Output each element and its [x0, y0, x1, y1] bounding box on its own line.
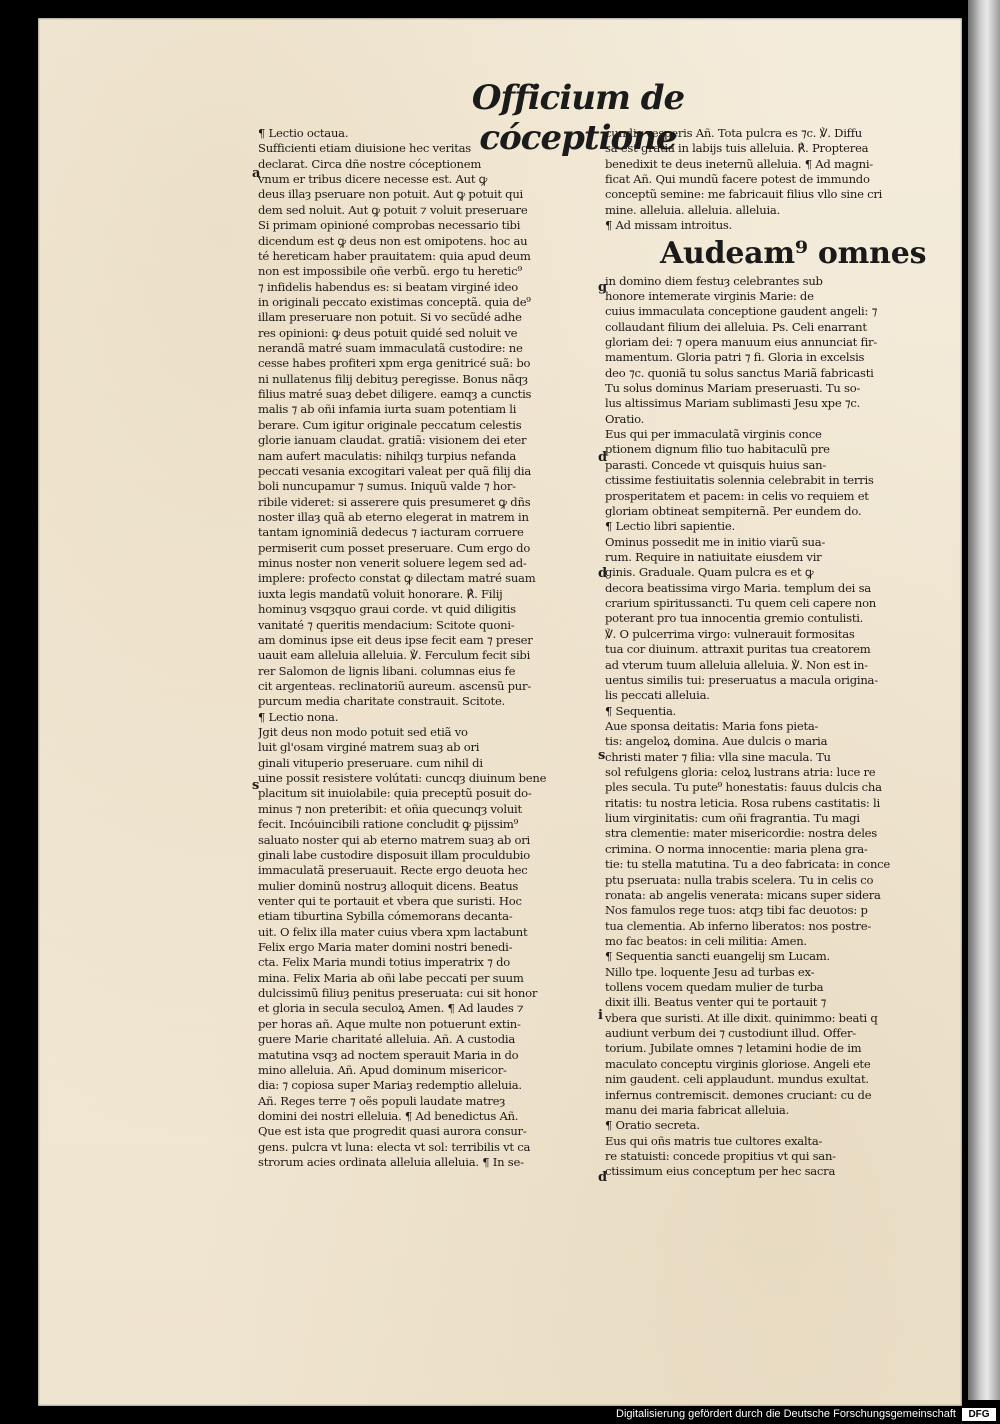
text-line: per horas añ. Aque multe non potuerunt extin- [258, 1016, 521, 1031]
text-line: minus ⁊ non preteribit: et oñia quecunqȝ voluit [258, 801, 522, 816]
text-line: Añ. Reges terre ⁊ oẽs populi laudate matreȝ [258, 1093, 506, 1108]
text-line: venter qui te portauit et vbera que suristi. Hoc [258, 893, 522, 908]
text-line: illam preseruare non potuit. Si vo secũdé adhe [258, 310, 522, 325]
text-line: dia: ⁊ copiosa super Mariaȝ redemptio alleluia. [258, 1078, 522, 1093]
text-line: et gloria in secula seculoꝝ Amen. ¶ Ad laudes ⁊ [258, 1001, 524, 1016]
text-line: iuxta legis mandatũ voluit honorare. ℟. Filij [258, 586, 503, 601]
text-line: prosperitatem et pacem: in celis vo requiem et [605, 488, 869, 503]
text-line: maculato conceptu virginis gloriose. Angeli ete [605, 1056, 871, 1071]
text-line: dixit illi. Beatus venter qui te portauit ⁊ [605, 995, 827, 1010]
text-line: in originali peccato existimas conceptã. quia de⁹ [258, 294, 531, 309]
text-line: cesse habes profiteri xpm erga genitricé suã: bo [258, 356, 531, 371]
text-line: vanitaté ⁊ queritis mendacium: Scitote quoni- [258, 617, 515, 632]
text-line: ¶ Lectio libri sapientie. [605, 519, 735, 534]
text-line: nam aufert maculatis: nihilqȝ turpius nefanda [258, 448, 517, 463]
text-line: res opinioni: ꝙ deus potuit quidé sed noluit ve [258, 325, 518, 340]
text-line: etiam tiburtina Sybilla cómemorans decanta- [258, 909, 513, 924]
text-line: hominuȝ vsqȝquo graui corde. vt quid diligitis [258, 602, 516, 617]
text-line: manu dei maria fabricat alleluia. [605, 1102, 789, 1117]
dfg-logo: DFG [962, 1408, 996, 1421]
text-line: deo ⁊c. quoniã tu solus sanctus Mariã fabricasti [605, 365, 874, 380]
text-line: ¶ Sequentia sancti euangelij sm Lucam. [605, 949, 830, 964]
text-line: minus noster non venerit soluere legem sed ad- [258, 556, 527, 571]
text-line: ptu pseruata: nulla trabis scelera. Tu in celis co [605, 872, 874, 887]
text-line: permiserit cum posset preseruare. Cum ergo do [258, 540, 531, 555]
text-line: cit argenteas. reclinatoriũ aureum. ascensũ pur- [258, 678, 531, 693]
text-line: guere Marie charitaté alleluia. Añ. A custodia [258, 1032, 516, 1047]
text-line: ritatis: tu nostra leticia. Rosa rubens castitatis: li [605, 795, 880, 810]
text-line: decora beatissima virgo Maria. templum dei sa [605, 580, 871, 595]
text-line: am dominus ipse eit deus ipse fecit eam ⁊ preser [258, 632, 533, 647]
text-line: ginis. Graduale. Quam pulcra es et ꝙ [605, 565, 814, 580]
text-line: ad vterum tuum alleluia alleluia. ℣. Non est in- [605, 657, 868, 672]
right-text-column [605, 126, 940, 1216]
text-line: mina. Felix Maria ab oñi labe peccati per suum [258, 970, 524, 985]
text-line: Eus qui oñs matris tue cultores exalta- [605, 1133, 823, 1148]
text-line: immaculatã preseruauit. Recte ergo deuota hec [258, 863, 528, 878]
text-line: conceptũ semine: me fabricauit filius vllo sine cri [605, 187, 883, 202]
text-line: dicendum est ꝙ deus non est omipotens. hoc au [258, 233, 528, 248]
text-line: torium. Jubilate omnes ⁊ letamini hodie de im [605, 1041, 862, 1056]
text-line: ni nullatenus filij debituȝ peregisse. Bonus nãqȝ [258, 371, 528, 386]
marginal-letter: d [598, 1170, 608, 1185]
text-line: crimina. O norma innocentie: maria plena gra- [605, 841, 868, 856]
text-line: Sufficienti etiam diuisione hec veritas [258, 141, 471, 156]
text-line: poterant pro tua innocentia gremio contulisti. [605, 611, 864, 626]
text-line: in domino diem festuȝ celebrantes sub [605, 273, 823, 288]
text-line: luit gl'osam virginé matrem suaȝ ab ori [258, 740, 480, 755]
text-line: tollens vocem quedam mulier de turba [605, 980, 824, 995]
text-line: tua clementia. Ab inferno liberatos: nos postre- [605, 918, 871, 933]
text-line: collaudant filium dei alleluia. Ps. Celi enarrant [605, 319, 867, 334]
text-line: ribile videret: si asserere quis presumeret ꝙ dñs [258, 494, 531, 509]
text-line: Tu solus dominus Mariam preseruasti. Tu so- [605, 381, 861, 396]
text-line: mamentum. Gloria patri ⁊ fi. Gloria in excelsis [605, 350, 865, 365]
text-line: cuius immaculata conceptione gaudent angeli: ⁊ [605, 304, 878, 319]
marginal-letter: a [252, 166, 261, 181]
text-line: tua cor diuinum. attraxit puritas tua creatorem [605, 642, 871, 657]
text-line: Eus qui per immaculatã virginis conce [605, 427, 822, 442]
text-line: sa est gratia in labijs tuis alleluia. ℟. Propterea [605, 141, 869, 156]
text-line: sol refulgens gloria: celoꝝ lustrans atria: luce re [605, 765, 876, 780]
text-line: ¶ Lectio octaua. [258, 126, 349, 140]
manuscript-page [38, 18, 962, 1406]
text-line: filius matré suaȝ debet diligere. eamqȝ a cunctis [258, 387, 532, 402]
marginal-letter: i [598, 1008, 603, 1023]
text-line: ¶ Lectio nona. [258, 709, 339, 724]
text-line: nim gaudent. celi applaudunt. mundus exultat. [605, 1072, 869, 1087]
text-line: boli nuncupamur ⁊ sumus. Iniquũ valde ⁊ hor- [258, 479, 516, 494]
introit-title: Audeam⁹ omnes [660, 235, 927, 271]
text-line: Oratio. [605, 411, 645, 426]
text-line: té hereticam haber prauitatem: quia apud deum [258, 248, 531, 263]
left-text-column [258, 126, 593, 1246]
text-line: placitum sit inuiolabile: quia preceptũ posuit do- [258, 786, 532, 801]
text-line: malis ⁊ ab oñi infamia iurta suam potentiam li [258, 402, 517, 417]
text-line: gloriam dei: ⁊ opera manuum eius annunciat fir- [605, 334, 877, 349]
text-line: ¶ Oratio secreta. [605, 1118, 700, 1133]
text-line: nerandã matré suam immaculatã custodire: ne [258, 341, 523, 356]
text-line: uit. O felix illa mater cuius vbera xpm lactabunt [258, 924, 528, 939]
text-line: implere: profecto constat ꝙ dilectam matré suam [258, 571, 536, 586]
text-line: christi mater ⁊ filia: vlla sine macula. Tu [605, 749, 831, 764]
text-line: mine. alleluia. alleluia. alleluia. [605, 202, 781, 217]
text-line: ⁊ infidelis habendus es: si beatam virginé ideo [258, 279, 518, 294]
text-line: ficat Añ. Qui mundũ facere potest de immundo [605, 172, 870, 187]
text-line: uauit eam alleluia alleluia. ℣. Ferculum fecit sibi [258, 648, 531, 663]
text-line: domini dei nostri elleluia. ¶ Ad benedictus Añ. [258, 1109, 519, 1123]
text-line: ronata: ab angelis venerata: micans super sidera [605, 887, 881, 902]
text-line: non est impossibile oñe verbũ. ergo tu heretic⁹ [258, 264, 522, 279]
text-line: infernus contremiscit. demones cruciant: cu de [605, 1087, 872, 1102]
text-line: fecit. Incóuincibili ratione concludit ꝙ pijssim⁹ [258, 817, 518, 832]
text-line: ptionem dignum filio tuo habitaculũ pre [605, 442, 830, 457]
text-line: declarat. Circa dñe nostre cóceptionem [258, 156, 482, 171]
text-line: gloriam obtineat sempiternã. Per eundem do. [605, 503, 862, 518]
text-line: Nillo tpe. loquente Jesu ad turbas ex- [605, 964, 815, 979]
text-line: glorie ianuam claudat. gratiã: visionem dei eter [258, 433, 527, 448]
marginal-letter: s [598, 748, 606, 763]
text-line: lium virginitatis: cum oñi fragrantia. Tu magi [605, 811, 860, 826]
text-line: benedixit te deus ineternũ alleluia. ¶ Ad magni- [605, 156, 873, 171]
marginal-letter: d [598, 450, 608, 465]
text-line: uine possit resistere volútati: cuncqȝ diuinum bene [258, 771, 547, 786]
text-line: vnum er tribus dicere necesse est. Aut ꝙ [258, 172, 488, 187]
marginal-letter: g [598, 280, 608, 295]
text-line: mo fac beatos: in celi militia: Amen. [605, 933, 807, 948]
text-line: Si primam opinioné comprobas necessario tibi [258, 218, 521, 233]
text-line: tantam ignominiã dedecus ⁊ iacturam corruere [258, 525, 524, 540]
footer-bar [0, 1406, 1000, 1424]
text-line: Felix ergo Maria mater domini nostri benedi- [258, 940, 513, 955]
text-line: ¶ Sequentia. [605, 703, 677, 718]
text-line: parasti. Concede vt quisquis huius san- [605, 457, 827, 472]
text-line: peccati vesania excogitari valeat per quã filij dia [258, 463, 532, 478]
text-line: Jgit deus non modo potuit sed etiã vo [258, 725, 468, 740]
text-line: matutina vsqȝ ad noctem sperauit Maria in do [258, 1047, 519, 1062]
text-line: ginali vituperio preseruare. cum nihil di [258, 755, 483, 770]
text-line: dulcissimũ filiuȝ penitus preseruata: cui sit honor [258, 986, 538, 1001]
page-edge-scale [968, 0, 1000, 1400]
text-line: dem sed noluit. Aut ꝙ potuit ⁊ voluit preseruare [258, 202, 528, 217]
text-line: cundis vesperis Añ. Tota pulcra es ⁊c. ℣. Diffu [605, 126, 862, 140]
text-line: re statuisti: concede propitius vt qui san- [605, 1149, 836, 1163]
footer-credit: Digitalisierung gefördert durch die Deutsche Forschungsgemeinschaft [616, 1408, 956, 1420]
text-line: mulier dominũ nostruȝ alloquit dicens. Beatus [258, 878, 519, 893]
page-header: Officium de cóceptione [471, 78, 685, 158]
text-line: ples secula. Tu pute⁹ honestatis: fauus dulcis cha [605, 780, 882, 795]
text-line: ¶ Ad missam introitus. [605, 218, 733, 233]
text-line: rer Salomon de lignis libani. columnas eius fe [258, 663, 516, 678]
text-line: tis: angeloꝝ domina. Aue dulcis o maria [605, 734, 828, 749]
text-line: rum. Require in natiuitate eiusdem vir [605, 549, 822, 564]
text-line: uentus similis tui: preseruatus a macula origina- [605, 672, 878, 687]
text-line: ctissimum eius conceptum per hec sacra [605, 1164, 836, 1179]
text-line: honore intemerate virginis Marie: de [605, 288, 814, 303]
text-line: audiunt verbum dei ⁊ custodiunt illud. Offer- [605, 1026, 856, 1041]
text-line: ginali labe custodire disposuit illam proculdubio [258, 847, 530, 862]
text-line: cta. Felix Maria mundi totius imperatrix ⁊ do [258, 955, 510, 970]
text-line: Nos famulos rege tuos: atqȝ tibi fac deuotos: p [605, 903, 868, 918]
text-line: Que est ista que progredit quasi aurora consur- [258, 1124, 527, 1139]
text-line: saluato noster qui ab eterno matrem suaȝ ab ori [258, 832, 530, 847]
text-line: deus illaȝ pseruare non potuit. Aut ꝙ potuit qui [258, 187, 524, 202]
text-line: noster illaȝ quã ab eterno elegerat in matrem in [258, 509, 529, 524]
text-line: stra clementie: mater misericordie: nostra deles [605, 826, 877, 841]
text-line: strorum acies ordinata alleluia alleluia. ¶ In se- [258, 1155, 524, 1170]
marginal-letter: d [598, 566, 608, 581]
text-line: vbera que suristi. At ille dixit. quinimmo: beati q [605, 1010, 878, 1025]
text-line: mino alleluia. Añ. Apud dominum misericor- [258, 1062, 507, 1077]
text-line: Ominus possedit me in initio viarũ sua- [605, 534, 826, 549]
text-line: tie: tu stella matutina. Tu a deo fabricata: in conce [605, 857, 891, 872]
text-line: purcum media charitate constrauit. Scitote. [258, 694, 505, 709]
text-line: ℣. O pulcerrima virgo: vulnerauit formositas [605, 626, 855, 641]
text-line: berare. Cum igitur originale peccatum celestis [258, 417, 522, 432]
text-line: crarium spiritussancti. Tu quem celi capere non [605, 596, 877, 611]
marginal-letter: s [252, 778, 260, 793]
text-line: Aue sponsa deitatis: Maria fons pieta- [605, 718, 819, 733]
text-line: lis peccati alleluia. [605, 688, 710, 703]
text-line: ctissime festiuitatis solennia celebrabit in terris [605, 473, 874, 488]
text-line: lus altissimus Mariam sublimasti Jesu xpe ⁊c. [605, 396, 861, 411]
text-line: gens. pulcra vt luna: electa vt sol: terribilis vt ca [258, 1139, 531, 1154]
